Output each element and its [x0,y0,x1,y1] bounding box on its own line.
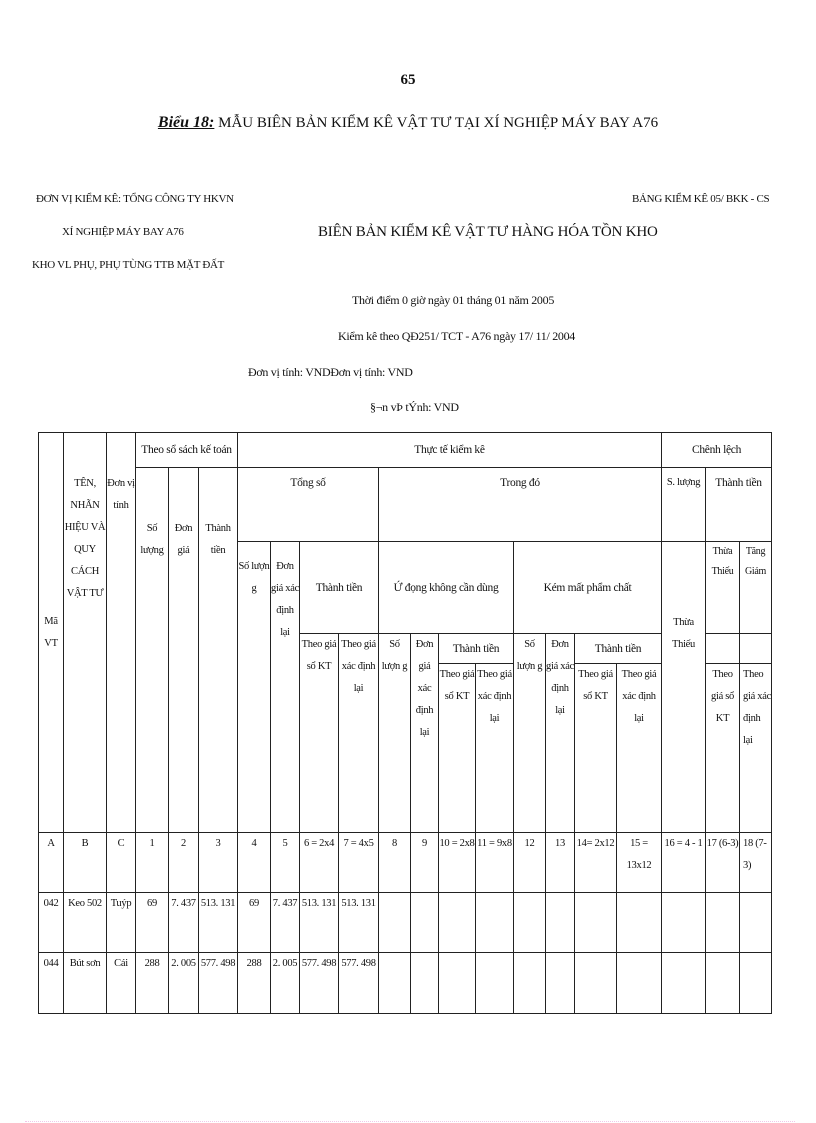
header-don-vi-tinh: Đơn vị tính [107,433,136,833]
header-tong-so-theo-gia-xdl: Theo giá xác định lại [339,634,379,833]
page-bottom-divider [25,1121,795,1122]
cell-so-luong: 288 [136,953,169,1014]
cell [514,893,546,953]
cell-thanh-tien: 513. 131 [199,893,238,953]
index-cell: 7 = 4x5 [339,833,379,893]
cell [575,953,617,1014]
header-thua-thieu: Thừa Thiếu [706,542,740,634]
cell-dvt: Tuýp [107,893,136,953]
inventory-time: Thời điểm 0 giờ ngày 01 tháng 01 năm 2005 [352,293,555,307]
cell-thanh-tien: 577. 498 [199,953,238,1014]
cell [439,953,476,1014]
warehouse: KHO VL PHỤ, PHỤ TÙNG TTB MẶT ĐẤT [32,259,225,271]
cell [662,893,706,953]
header-thanh-tien-chenh-lech: Thành tiền [706,468,772,542]
index-cell: 5 [271,833,300,893]
index-cell: 13 [546,833,575,893]
index-cell: 1 [136,833,169,893]
cell-don-gia: 2. 005 [169,953,199,1014]
cell-tt-theo-gia-so-kt: 513. 131 [300,893,339,953]
org-unit: ĐƠN VỊ KIỂM KÊ: TỔNG CÔNG TY HKVN [36,193,234,205]
index-cell: A [39,833,64,893]
cell [575,893,617,953]
cell [662,953,706,1014]
index-cell: 18 (7-3) [740,833,772,893]
cell [617,893,662,953]
cell-tt-so-luong: 288 [238,953,271,1014]
form-code: BẢNG KIỂM KÊ 05/ BKK - CS [632,193,770,205]
document-title: BIÊN BẢN KIỂM KÊ VẬT TƯ HÀNG HÓA TỒN KHO [318,224,658,240]
index-cell: 12 [514,833,546,893]
header-kem-don-gia: Đơn giá xác định lại [546,634,575,833]
header-tong-so-so-luong: Số lượn g [238,542,271,833]
cell-so-luong: 69 [136,893,169,953]
cell-tt-theo-gia-xdl: 513. 131 [339,893,379,953]
page-number: 65 [400,72,416,88]
cell [546,893,575,953]
header-ten-vat-tu: TÊN, NHÃN HIỆU VÀ QUY CÁCH VẬT TƯ [64,433,107,833]
enterprise: XÍ NGHIỆP MÁY BAY A76 [62,226,184,238]
index-cell: 8 [379,833,411,893]
index-cell: 9 [411,833,439,893]
cell [740,893,772,953]
cell-dvt: Cái [107,953,136,1014]
header-thuc-te-kiem-ke: Thực tế kiểm kê [238,433,662,468]
table-row [39,893,772,953]
header-theo-so-sach: Theo sổ sách kế toán [136,433,238,468]
cell-tt-so-luong: 69 [238,893,271,953]
cell [514,953,546,1014]
table-row [39,953,772,1014]
cell-tt-don-gia: 2. 005 [271,953,300,1014]
header-thua-thieu-sl: Thừa Thiếu [662,542,706,833]
cell-ten: Bút sơn [64,953,107,1014]
figure-label: Biểu 18: [157,114,215,131]
index-cell: 4 [238,833,271,893]
cell [379,893,411,953]
header-kem-so-luong: Số lượn g [514,634,546,833]
header-so-luong: Số lượng [136,468,169,833]
index-cell: 15 = 13x12 [617,833,662,893]
cell-tt-theo-gia-so-kt: 577. 498 [300,953,339,1014]
header-u-dong-thanh-tien: Thành tiền [439,634,514,664]
header-trong-do: Trong đó [379,468,662,542]
cell-tt-theo-gia-xdl: 577. 498 [339,953,379,1014]
header-u-dong-theo-gia-xdl: Theo giá xác định lại [476,664,514,833]
header-chenh-lech: Chênh lệch [662,433,772,468]
header-s-luong: S. lượng [662,468,706,542]
index-cell: 17 (6-3) [706,833,740,893]
cell [476,953,514,1014]
index-cell: B [64,833,107,893]
cell-don-gia: 7. 437 [169,893,199,953]
header-u-dong-so-luong: Số lượn g [379,634,411,833]
header-u-dong: Ứ đọng không cần dùng [379,542,514,634]
header-tong-so-thanh-tien: Thành tiền [300,542,379,634]
header-chenh-lech-theo-gia-xdl: Theo giá xác định lại [740,664,772,833]
header-don-gia: Đơn giá [169,468,199,833]
index-cell: 2 [169,833,199,893]
index-cell: 6 = 2x4 [300,833,339,893]
index-row [39,833,772,893]
cell [411,953,439,1014]
figure-title [0,114,816,132]
header-kem-thanh-tien: Thành tiền [575,634,662,664]
inventory-decision: Kiểm kê theo QĐ251/ TCT - A76 ngày 17/ 11/ 2004 [338,329,575,343]
header-ma-vt: Mã VT [39,433,64,833]
cell [476,893,514,953]
cell-ma-vt: 044 [39,953,64,1014]
index-cell: 3 [199,833,238,893]
header-empty-18 [740,634,772,664]
index-cell: 11 = 9x8 [476,833,514,893]
cell-ten: Keo 502 [64,893,107,953]
index-cell: 16 = 4 - 1 [662,833,706,893]
header-empty-17 [706,634,740,664]
cell [706,893,740,953]
cell-ma-vt: 042 [39,893,64,953]
currency-unit-garbled: §¬n vÞ tÝnh: VND [370,400,459,414]
index-cell: C [107,833,136,893]
cell [740,953,772,1014]
header-tong-so-theo-gia-so-kt: Theo giá sổ KT [300,634,339,833]
inventory-table [38,432,772,1014]
header-kem-theo-gia-so-kt: Theo giá sổ KT [575,664,617,833]
header-kem-theo-gia-xdl: Theo giá xác định lại [617,664,662,833]
cell-tt-don-gia: 7. 437 [271,893,300,953]
header-u-dong-don-gia: Đơn giá xác định lại [411,634,439,833]
header-thanh-tien: Thành tiền [199,468,238,833]
header-chenh-lech-theo-gia-so-kt: Theo giá sổ KT [706,664,740,833]
header-tong-so-don-gia: Đơn giá xác định lại [271,542,300,833]
header-kem-mat-pham-chat: Kém mất phẩm chất [514,542,662,634]
currency-unit: Đơn vị tính: VNDĐơn vị tính: VND [248,365,413,379]
header-tong-so: Tổng số [238,468,379,542]
cell [706,953,740,1014]
cell [411,893,439,953]
header-u-dong-theo-gia-so-kt: Theo giá sổ KT [439,664,476,833]
header-tang-giam: Tăng Giảm [740,542,772,634]
cell [546,953,575,1014]
cell [379,953,411,1014]
index-cell: 14= 2x12 [575,833,617,893]
cell [439,893,476,953]
index-cell: 10 = 2x8 [439,833,476,893]
cell [617,953,662,1014]
figure-title-text: MẪU BIÊN BẢN KIỂM KÊ VẬT TƯ TẠI XÍ NGHIỆP MÁY BAY A76 [218,115,659,131]
